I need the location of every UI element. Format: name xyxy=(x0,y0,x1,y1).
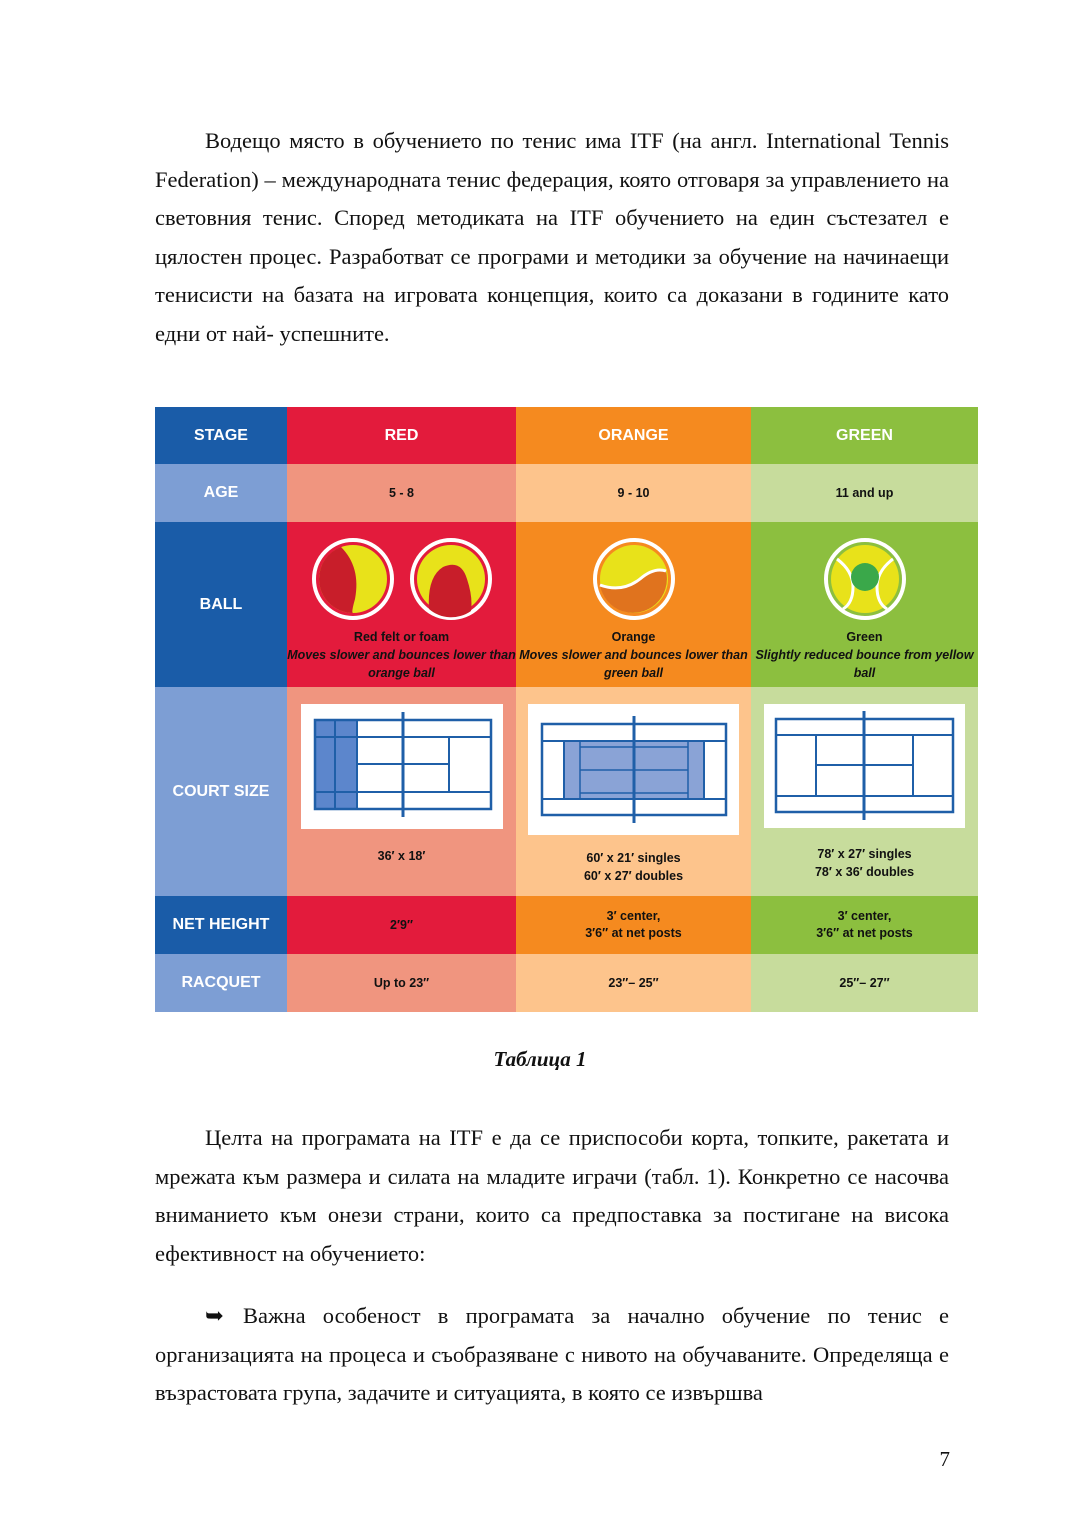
net-green-center: 3′ center, xyxy=(837,909,892,923)
red-ball-icon xyxy=(311,537,395,621)
ball-orange xyxy=(516,522,751,687)
court-orange-singles: 60′ x 21′ singles xyxy=(586,851,681,865)
header-orange: ORANGE xyxy=(516,407,751,464)
ball-green-name: Green xyxy=(846,630,883,644)
age-orange: 9 - 10 xyxy=(516,464,751,522)
table-row-racquet xyxy=(155,954,978,1012)
age-red: 5 - 8 xyxy=(287,464,516,522)
net-red: 2′9″ xyxy=(287,896,516,954)
orange-court-diagram xyxy=(528,704,739,835)
ball-green xyxy=(751,522,978,687)
ball-red xyxy=(287,522,516,687)
ball-green-desc: Slightly reduced bounce from yellow ball xyxy=(755,648,974,680)
arrow-bullet-icon: ➥ xyxy=(205,1303,224,1328)
court-red-size: 36′ x 18′ xyxy=(377,849,426,863)
label-racquet: RACQUET xyxy=(155,954,287,1012)
label-ball: BALL xyxy=(155,522,287,687)
court-green-doubles: 78′ x 36′ doubles xyxy=(814,865,915,879)
red-court-diagram xyxy=(301,704,503,829)
court-green-size xyxy=(751,845,978,881)
net-orange-posts: 3′6″ at net posts xyxy=(585,926,682,940)
table-caption: Таблица 1 xyxy=(493,1047,587,1071)
label-court: COURT SIZE xyxy=(155,687,287,896)
net-orange xyxy=(516,896,751,954)
age-green: 11 and up xyxy=(751,464,978,522)
net-orange-center: 3′ center, xyxy=(606,909,661,923)
bullet-paragraph xyxy=(155,1297,949,1413)
ball-orange-desc: Moves slower and bounces lower than green ball xyxy=(519,648,748,680)
label-age: AGE xyxy=(155,464,287,522)
court-orange xyxy=(516,687,751,896)
ball-red-name: Red felt or foam xyxy=(353,630,450,644)
goal-paragraph: Целта на програмата на ITF е да се приспособи корта, топките, ракетата и мрежата към размера и силата на младите играчи (табл. 1). Конкретно се насочва вниманието към онези страни, които са предпоставка за постигане на висока ефективност на обучението: xyxy=(155,1125,949,1266)
racquet-red: Up to 23″ xyxy=(287,954,516,1012)
net-green xyxy=(751,896,978,954)
racquet-orange: 23″– 25″ xyxy=(516,954,751,1012)
label-stage: STAGE xyxy=(155,407,287,464)
page-number: 7 xyxy=(939,1447,950,1471)
red-foam-ball-icon xyxy=(409,537,493,621)
header-green: GREEN xyxy=(751,407,978,464)
itf-stages-table xyxy=(155,407,978,1012)
green-court-diagram xyxy=(764,704,965,828)
court-red xyxy=(287,687,516,896)
table-row-stage xyxy=(155,407,978,464)
green-ball-icon xyxy=(823,537,907,621)
label-net: NET HEIGHT xyxy=(155,896,287,954)
racquet-green: 25″– 27″ xyxy=(751,954,978,1012)
table-row-ball xyxy=(155,522,978,687)
intro-paragraph: Водещо място в обучението по тенис има ITF (на англ. International Tennis Federation) – международната тенис федерация, която отговаря за управлението на световния тенис. Според методиката на ITF обучението на един състезател е цялостен процес. Разработват се програми и методики за обучение на начинаещи тенисисти на базата на игровата концепция, които са доказани в годините като едни от най- успешните. xyxy=(155,128,949,346)
table-row-age xyxy=(155,464,978,522)
court-orange-size xyxy=(516,849,751,885)
header-red: RED xyxy=(287,407,516,464)
court-orange-doubles: 60′ x 27′ doubles xyxy=(583,869,684,883)
ball-orange-name: Orange xyxy=(611,630,656,644)
table-row-net xyxy=(155,896,978,954)
court-green xyxy=(751,687,978,896)
net-green-posts: 3′6″ at net posts xyxy=(816,926,913,940)
orange-ball-icon xyxy=(592,537,676,621)
table-row-court xyxy=(155,687,978,896)
bullet-text: Важна особеност в програмата за начално обучение по тенис е организацията на процеса и съобразяване с нивото на обучаваните. Определяща е възрастовата група, задачите и ситуацията, в която се извършва xyxy=(155,1303,949,1405)
ball-red-desc: Moves slower and bounces lower than orange ball xyxy=(287,648,516,680)
court-green-singles: 78′ x 27′ singles xyxy=(817,847,912,861)
